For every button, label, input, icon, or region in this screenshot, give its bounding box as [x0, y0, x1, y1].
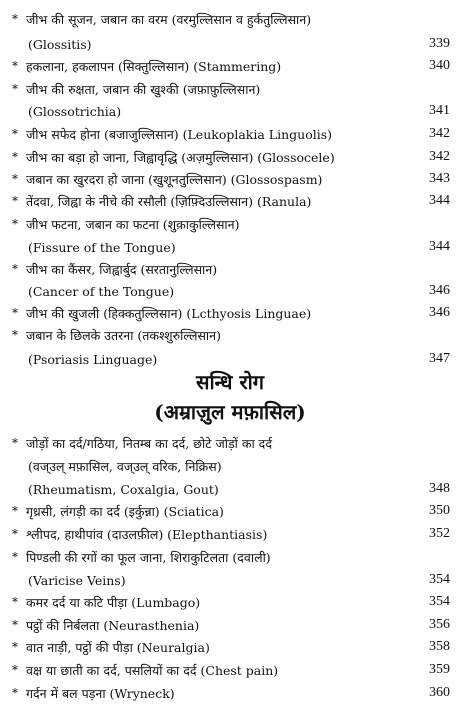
- bullet: *: [12, 217, 18, 231]
- bullet: *: [12, 595, 18, 609]
- page-number: 339: [429, 36, 450, 51]
- list-item-continuation: [14, 569, 450, 591]
- list-item: [12, 302, 450, 324]
- entry-line: (Rheumatism, Coxalgia, Gout): [28, 481, 219, 497]
- list-item: [12, 78, 450, 100]
- list-item: [12, 523, 450, 545]
- entry-line: वक्ष या छाती का दर्द, पसलियों का दर्द (Chest pain): [26, 662, 279, 678]
- page-number: 341: [429, 103, 450, 118]
- entry-line: जबान के छिलके उतरना (तकश्शुरुल्लिसान): [26, 327, 221, 343]
- section-subheading: (अम्राज़ुल मफ़ासिल): [154, 400, 306, 424]
- entry-line: हकलाना, हकलापन (सिक्तुल्लिसान) (Stammering): [26, 58, 282, 74]
- page-number: 347: [429, 351, 450, 366]
- entry-line: गृध्रसी, लंगड़ी का दर्द (इर्कुन्ना) (Sciatica): [26, 503, 224, 519]
- entry-line: (Cancer of the Tongue): [28, 283, 175, 299]
- entry-line: जीभ की खुजली (हिक्कतुल्लिसान) (Lcthyosis Linguae): [26, 305, 312, 321]
- page-number: 354: [429, 572, 450, 587]
- bullet: *: [12, 306, 18, 320]
- list-item: [12, 591, 450, 613]
- list-item: [12, 432, 450, 454]
- entry-line: (Glossitis): [28, 36, 92, 52]
- list-item: [12, 614, 450, 636]
- entry-line: पिण्डली की रगों का फूल जाना, शिराकुटिलता (दवाली): [26, 549, 271, 565]
- bullet: *: [12, 436, 18, 450]
- list-item: [12, 190, 450, 212]
- entry-line: (Fissure of the Tongue): [28, 239, 176, 255]
- page-number: 343: [429, 171, 450, 186]
- bullet: *: [12, 686, 18, 700]
- list-item: [12, 659, 450, 681]
- bullet: *: [12, 527, 18, 541]
- page-number: 342: [429, 149, 450, 164]
- page-number: 358: [429, 639, 450, 654]
- entry-line: (Psoriasis Linguage): [28, 351, 158, 367]
- list-item-continuation: [14, 455, 450, 477]
- list-item-continuation: [14, 478, 450, 500]
- entry-line: श्लीपद, हाथीपांव (दाउलफ़ील) (Elepthantiasis): [26, 526, 268, 542]
- list-item-continuation: [14, 100, 450, 122]
- page-number: 360: [429, 685, 450, 700]
- page-number: 352: [429, 526, 450, 541]
- page-number: 354: [429, 594, 450, 609]
- list-item: [12, 123, 450, 145]
- list-item: [12, 213, 450, 235]
- entry-line: जीभ सफेद होना (बजाजुल्लिसान) (Leukoplakia Linguolis): [26, 126, 333, 142]
- section-heading: सन्धि रोग: [195, 370, 265, 394]
- page-number: 346: [429, 283, 450, 298]
- bullet: *: [12, 127, 18, 141]
- bullet: *: [12, 504, 18, 518]
- bullet: *: [12, 262, 18, 276]
- bullet: *: [12, 640, 18, 654]
- entry-line: जीभ फटना, जबान का फटना (शुक़ाकुल्लिसान): [26, 216, 240, 232]
- list-item: [12, 146, 450, 168]
- page-number: 344: [429, 239, 450, 254]
- entry-line: तेंदवा, जिह्वा के नीचे की रसौली (ज़िफ़्दिउल्लिसान) (Ranula): [26, 193, 312, 209]
- list-item: [12, 168, 450, 190]
- entry-line: वात नाड़ी, पट्ठों की पीड़ा (Neuralgia): [26, 639, 210, 655]
- page-number: 359: [429, 662, 450, 677]
- bullet: *: [12, 172, 18, 186]
- list-item: [12, 55, 450, 77]
- page-number: 344: [429, 193, 450, 208]
- entry-line: जीभ की सूजन, जबान का वरम (वरमुल्लिसान व हुर्कतुल्लिसान): [26, 11, 312, 27]
- entry-line: गर्दन में बल पड़ना (Wryneck): [26, 685, 175, 701]
- list-item: [12, 258, 450, 280]
- list-item-continuation: [14, 33, 450, 55]
- list-item: [12, 636, 450, 658]
- entry-line: जबान का खुरदरा हो जाना (खुशूनतुल्लिसान) (Glossospasm): [26, 171, 323, 187]
- entry-line: (वज्उल् मफ़ासिल, वज्उल् वरिक, निक्रिस): [28, 458, 222, 474]
- list-item: [12, 682, 450, 704]
- entry-line: कमर दर्द या कटि पीड़ा (Lumbago): [26, 594, 201, 610]
- list-item: [12, 8, 450, 30]
- page-number: 348: [429, 481, 450, 496]
- page-number: 356: [429, 617, 450, 632]
- bullet: *: [12, 150, 18, 164]
- entry-line: जीभ की रुक्षता, जबान की खुश्की (जफ़ाफ़ुल्लिसान): [26, 81, 261, 97]
- list-item-continuation: [14, 236, 450, 258]
- bullet: *: [12, 328, 18, 342]
- list-item: [12, 500, 450, 522]
- bullet: *: [12, 59, 18, 73]
- page-number: 346: [429, 305, 450, 320]
- bullet: *: [12, 663, 18, 677]
- page-number: 340: [429, 58, 450, 73]
- entry-line: जीभ का बड़ा हो जाना, जिह्वावृद्धि (अज़मुल्लिसान) (Glossocele): [26, 149, 335, 165]
- list-item-continuation: [14, 348, 450, 370]
- entry-line: जोड़ों का दर्द/गठिया, नितम्ब का दर्द, छोटे जोड़ों का दर्द: [26, 435, 272, 451]
- entry-line: (Varicise Veins): [28, 572, 126, 588]
- bullet: *: [12, 618, 18, 632]
- list-item: [12, 324, 450, 346]
- entry-line: (Glossotrichia): [28, 103, 122, 119]
- page-number: 342: [429, 126, 450, 141]
- list-item-continuation: [14, 280, 450, 302]
- page-number: 350: [429, 503, 450, 518]
- bullet: *: [12, 82, 18, 96]
- entry-line: जीभ का कैंसर, जिह्वार्बुद (सरतानुल्लिसान): [26, 261, 218, 277]
- bullet: *: [12, 194, 18, 208]
- entry-line: पट्ठों की निर्बलता (Neurasthenia): [26, 617, 200, 633]
- bullet: *: [12, 550, 18, 564]
- list-item: [12, 546, 450, 568]
- bullet: *: [12, 12, 18, 26]
